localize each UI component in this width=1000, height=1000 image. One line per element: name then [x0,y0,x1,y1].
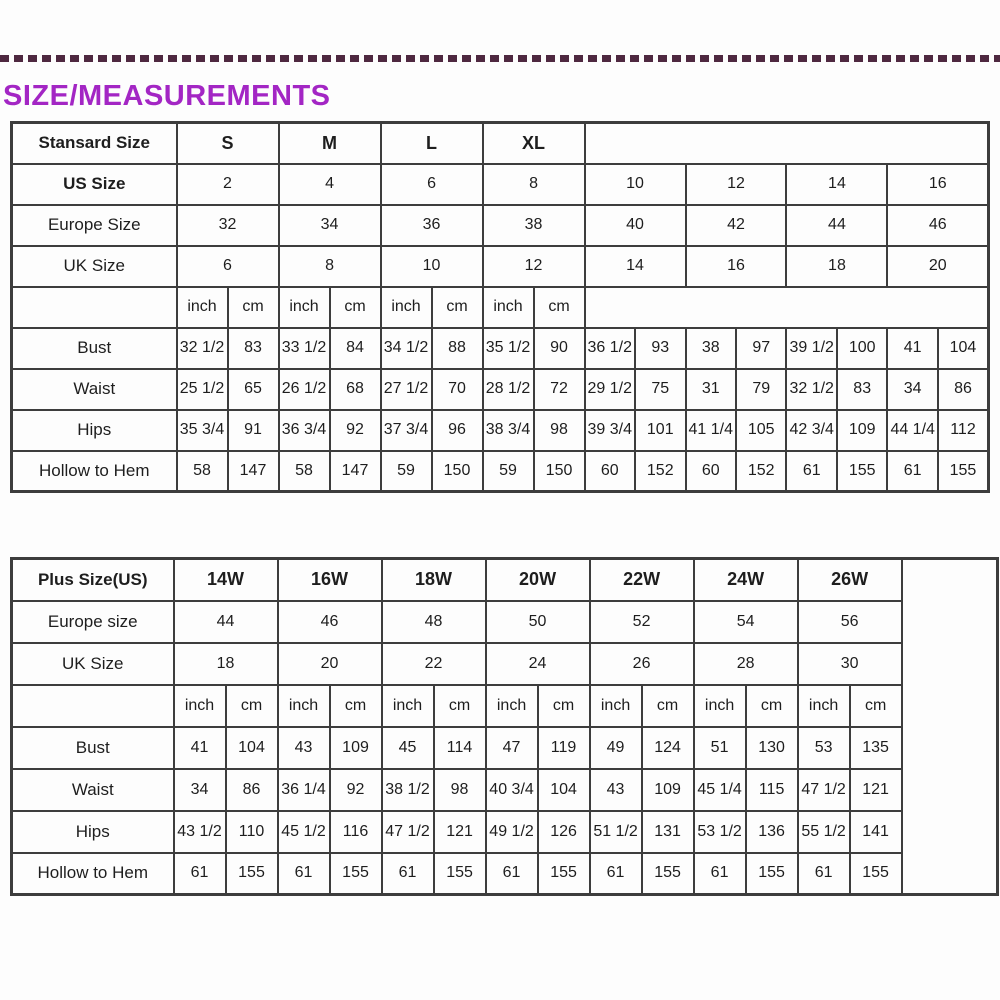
measurement-value-cell: 43 [278,727,330,769]
measurement-value-cell: 49 1/2 [486,811,538,853]
measurement-value-cell: 155 [538,853,590,895]
measurement-value-cell: 84 [330,328,381,369]
measurement-value-cell: 40 3/4 [486,769,538,811]
measurement-value-cell: 96 [432,410,483,451]
size-value-cell: 46 [887,205,988,246]
row-label: Hips [12,410,177,451]
header-label: Stansard Size [12,123,177,164]
measurement-row [12,410,989,451]
measurement-value-cell: 44 1/4 [887,410,937,451]
measurement-value-cell: 45 [382,727,434,769]
row-label: Waist [12,369,177,410]
size-value-cell: 14 [786,164,887,205]
unit-cm-cell: cm [228,287,279,328]
dashed-divider-line [0,55,1000,62]
measurement-value-cell: 109 [330,727,382,769]
measurement-value-cell: 116 [330,811,382,853]
measurement-value-cell: 39 3/4 [585,410,635,451]
unit-row [12,685,998,727]
size-group-header: 14W [174,559,278,601]
size-group-header: S [177,123,279,164]
unit-inch-cell: inch [483,287,534,328]
measurement-value-cell: 70 [432,369,483,410]
measurement-value-cell: 124 [642,727,694,769]
measurement-value-cell: 92 [330,410,381,451]
measurement-value-cell: 61 [590,853,642,895]
size-group-header: L [381,123,483,164]
measurement-value-cell: 41 [887,328,937,369]
size-value-cell: 36 [381,205,483,246]
row-label: Bust [12,727,174,769]
measurement-value-cell: 131 [642,811,694,853]
measurement-value-cell: 36 1/2 [585,328,635,369]
measurement-value-cell: 43 1/2 [174,811,226,853]
unit-inch-cell: inch [174,685,226,727]
measurement-value-cell: 155 [642,853,694,895]
measurement-value-cell: 41 1/4 [686,410,736,451]
size-value-cell: 20 [887,246,988,287]
measurement-value-cell: 97 [736,328,786,369]
plus-size-table [10,557,999,896]
measurement-value-cell: 100 [837,328,887,369]
row-label: Bust [12,328,177,369]
size-group-header: M [279,123,381,164]
size-value-cell: 18 [174,643,278,685]
measurement-value-cell: 109 [642,769,694,811]
measurement-value-cell: 88 [432,328,483,369]
measurement-value-cell: 37 3/4 [381,410,432,451]
empty-label-cell [12,685,174,727]
size-group-header: 18W [382,559,486,601]
measurement-value-cell: 29 1/2 [585,369,635,410]
measurement-value-cell: 34 1/2 [381,328,432,369]
measurement-value-cell: 36 1/4 [278,769,330,811]
size-value-cell: 8 [279,246,381,287]
measurement-value-cell: 34 [174,769,226,811]
unit-row [12,287,989,328]
size-value-cell: 50 [486,601,590,643]
size-value-cell: 16 [887,164,988,205]
measurement-value-cell: 35 1/2 [483,328,534,369]
size-value-cell: 46 [278,601,382,643]
size-value-cell: 12 [483,246,585,287]
measurement-value-cell: 147 [330,451,381,492]
unit-inch-cell: inch [798,685,850,727]
size-value-cell: 12 [686,164,787,205]
measurement-value-cell: 60 [686,451,736,492]
row-label: UK Size [12,643,174,685]
measurement-value-cell: 119 [538,727,590,769]
measurement-value-cell: 86 [226,769,278,811]
measurement-value-cell: 61 [486,853,538,895]
unit-cm-cell: cm [226,685,278,727]
size-value-cell: 6 [177,246,279,287]
measurement-value-cell: 92 [330,769,382,811]
size-value-cell: 4 [279,164,381,205]
row-label: Hips [12,811,174,853]
measurement-row [12,451,989,492]
measurement-value-cell: 150 [432,451,483,492]
measurement-value-cell: 112 [938,410,989,451]
measurement-value-cell: 155 [938,451,989,492]
measurement-value-cell: 39 1/2 [786,328,836,369]
row-label: Hollow to Hem [12,451,177,492]
measurement-value-cell: 33 1/2 [279,328,330,369]
size-value-cell: 48 [382,601,486,643]
size-value-cell: 42 [686,205,787,246]
size-value-cell: 18 [786,246,887,287]
measurement-value-cell: 75 [635,369,685,410]
measurement-value-cell: 60 [585,451,635,492]
measurement-value-cell: 38 3/4 [483,410,534,451]
measurement-value-cell: 47 1/2 [382,811,434,853]
measurement-value-cell: 105 [736,410,786,451]
size-value-cell: 16 [686,246,787,287]
measurement-value-cell: 27 1/2 [381,369,432,410]
empty-label-cell [12,287,177,328]
size-value-cell: 54 [694,601,798,643]
measurement-value-cell: 32 1/2 [786,369,836,410]
measurement-value-cell: 61 [798,853,850,895]
measurement-value-cell: 152 [736,451,786,492]
size-row [12,164,989,205]
size-value-cell: 24 [486,643,590,685]
measurement-value-cell: 141 [850,811,902,853]
row-label: US Size [12,164,177,205]
size-value-cell: 44 [174,601,278,643]
size-row [12,205,989,246]
measurement-value-cell: 115 [746,769,798,811]
measurement-value-cell: 59 [483,451,534,492]
size-value-cell: 40 [585,205,686,246]
measurement-value-cell: 28 1/2 [483,369,534,410]
measurement-value-cell: 61 [174,853,226,895]
measurement-value-cell: 155 [746,853,798,895]
measurement-value-cell: 59 [381,451,432,492]
measurement-value-cell: 155 [226,853,278,895]
size-row [12,601,998,643]
size-value-cell: 34 [279,205,381,246]
measurement-value-cell: 42 3/4 [786,410,836,451]
unit-cm-cell: cm [850,685,902,727]
size-value-cell: 52 [590,601,694,643]
size-group-header: 16W [278,559,382,601]
measurement-value-cell: 72 [534,369,585,410]
size-group-header: XL [483,123,585,164]
measurement-value-cell: 93 [635,328,685,369]
unit-inch-cell: inch [694,685,746,727]
unit-cm-cell: cm [330,685,382,727]
measurement-value-cell: 86 [938,369,989,410]
measurement-value-cell: 136 [746,811,798,853]
measurement-value-cell: 155 [434,853,486,895]
measurement-value-cell: 51 1/2 [590,811,642,853]
unit-inch-cell: inch [278,685,330,727]
measurement-value-cell: 104 [938,328,989,369]
size-value-cell: 10 [381,246,483,287]
header-row [12,123,989,164]
measurement-value-cell: 45 1/4 [694,769,746,811]
measurement-value-cell: 61 [382,853,434,895]
measurement-row [12,328,989,369]
size-value-cell: 6 [381,164,483,205]
unit-cm-cell: cm [434,685,486,727]
measurement-value-cell: 53 [798,727,850,769]
measurement-value-cell: 61 [278,853,330,895]
measurement-value-cell: 26 1/2 [279,369,330,410]
measurement-value-cell: 104 [538,769,590,811]
measurement-value-cell: 152 [635,451,685,492]
measurement-value-cell: 121 [434,811,486,853]
header-row [12,559,998,601]
unit-cm-cell: cm [432,287,483,328]
size-value-cell: 26 [590,643,694,685]
measurement-value-cell: 31 [686,369,736,410]
measurement-value-cell: 58 [279,451,330,492]
measurement-value-cell: 135 [850,727,902,769]
unit-inch-cell: inch [381,287,432,328]
measurement-value-cell: 61 [887,451,937,492]
size-group-header: 24W [694,559,798,601]
standard-size-table [10,121,990,493]
measurement-value-cell: 61 [786,451,836,492]
measurement-value-cell: 36 3/4 [279,410,330,451]
measurement-value-cell: 58 [177,451,228,492]
measurement-value-cell: 155 [850,853,902,895]
measurement-value-cell: 43 [590,769,642,811]
size-value-cell: 44 [786,205,887,246]
unit-inch-cell: inch [279,287,330,328]
header-label: Plus Size(US) [12,559,174,601]
size-value-cell: 14 [585,246,686,287]
measurement-value-cell: 38 1/2 [382,769,434,811]
measurement-value-cell: 121 [850,769,902,811]
size-value-cell: 56 [798,601,902,643]
size-value-cell: 38 [483,205,585,246]
measurement-value-cell: 51 [694,727,746,769]
size-row [12,643,998,685]
measurement-value-cell: 150 [534,451,585,492]
measurement-value-cell: 98 [434,769,486,811]
measurement-value-cell: 61 [694,853,746,895]
measurement-value-cell: 83 [228,328,279,369]
measurement-value-cell: 41 [174,727,226,769]
measurement-value-cell: 35 3/4 [177,410,228,451]
measurement-value-cell: 155 [330,853,382,895]
measurement-value-cell: 130 [746,727,798,769]
unit-cm-cell: cm [534,287,585,328]
size-value-cell: 20 [278,643,382,685]
measurement-value-cell: 155 [837,451,887,492]
row-label: UK Size [12,246,177,287]
measurement-row [12,727,998,769]
size-group-header: 20W [486,559,590,601]
measurement-value-cell: 109 [837,410,887,451]
measurement-value-cell: 68 [330,369,381,410]
measurement-value-cell: 65 [228,369,279,410]
size-value-cell: 30 [798,643,902,685]
row-label: Europe Size [12,205,177,246]
measurement-row [12,369,989,410]
size-value-cell: 2 [177,164,279,205]
size-value-cell: 32 [177,205,279,246]
measurement-value-cell: 34 [887,369,937,410]
row-label: Waist [12,769,174,811]
measurement-value-cell: 45 1/2 [278,811,330,853]
page-title: SIZE/MEASUREMENTS [3,80,331,112]
measurement-value-cell: 49 [590,727,642,769]
measurement-value-cell: 53 1/2 [694,811,746,853]
unit-cm-cell: cm [330,287,381,328]
measurement-value-cell: 104 [226,727,278,769]
unit-cm-cell: cm [642,685,694,727]
size-value-cell: 8 [483,164,585,205]
size-value-cell: 22 [382,643,486,685]
measurement-value-cell: 101 [635,410,685,451]
measurement-value-cell: 47 1/2 [798,769,850,811]
unit-inch-cell: inch [177,287,228,328]
unit-cm-cell: cm [746,685,798,727]
unit-cm-cell: cm [538,685,590,727]
size-row [12,246,989,287]
unit-inch-cell: inch [590,685,642,727]
measurement-value-cell: 114 [434,727,486,769]
row-label: Hollow to Hem [12,853,174,895]
measurement-row [12,853,998,895]
size-value-cell: 28 [694,643,798,685]
measurement-value-cell: 79 [736,369,786,410]
measurement-value-cell: 90 [534,328,585,369]
measurement-value-cell: 32 1/2 [177,328,228,369]
measurement-value-cell: 55 1/2 [798,811,850,853]
size-group-header: 26W [798,559,902,601]
row-label: Europe size [12,601,174,643]
measurement-value-cell: 25 1/2 [177,369,228,410]
unit-inch-cell: inch [486,685,538,727]
measurement-value-cell: 47 [486,727,538,769]
measurement-value-cell: 147 [228,451,279,492]
size-group-header: 22W [590,559,694,601]
measurement-value-cell: 83 [837,369,887,410]
measurement-row [12,811,998,853]
measurement-row [12,769,998,811]
measurement-value-cell: 126 [538,811,590,853]
size-value-cell: 10 [585,164,686,205]
measurement-value-cell: 98 [534,410,585,451]
empty-column [902,559,998,895]
measurement-value-cell: 91 [228,410,279,451]
measurement-value-cell: 110 [226,811,278,853]
measurement-value-cell: 38 [686,328,736,369]
unit-inch-cell: inch [382,685,434,727]
